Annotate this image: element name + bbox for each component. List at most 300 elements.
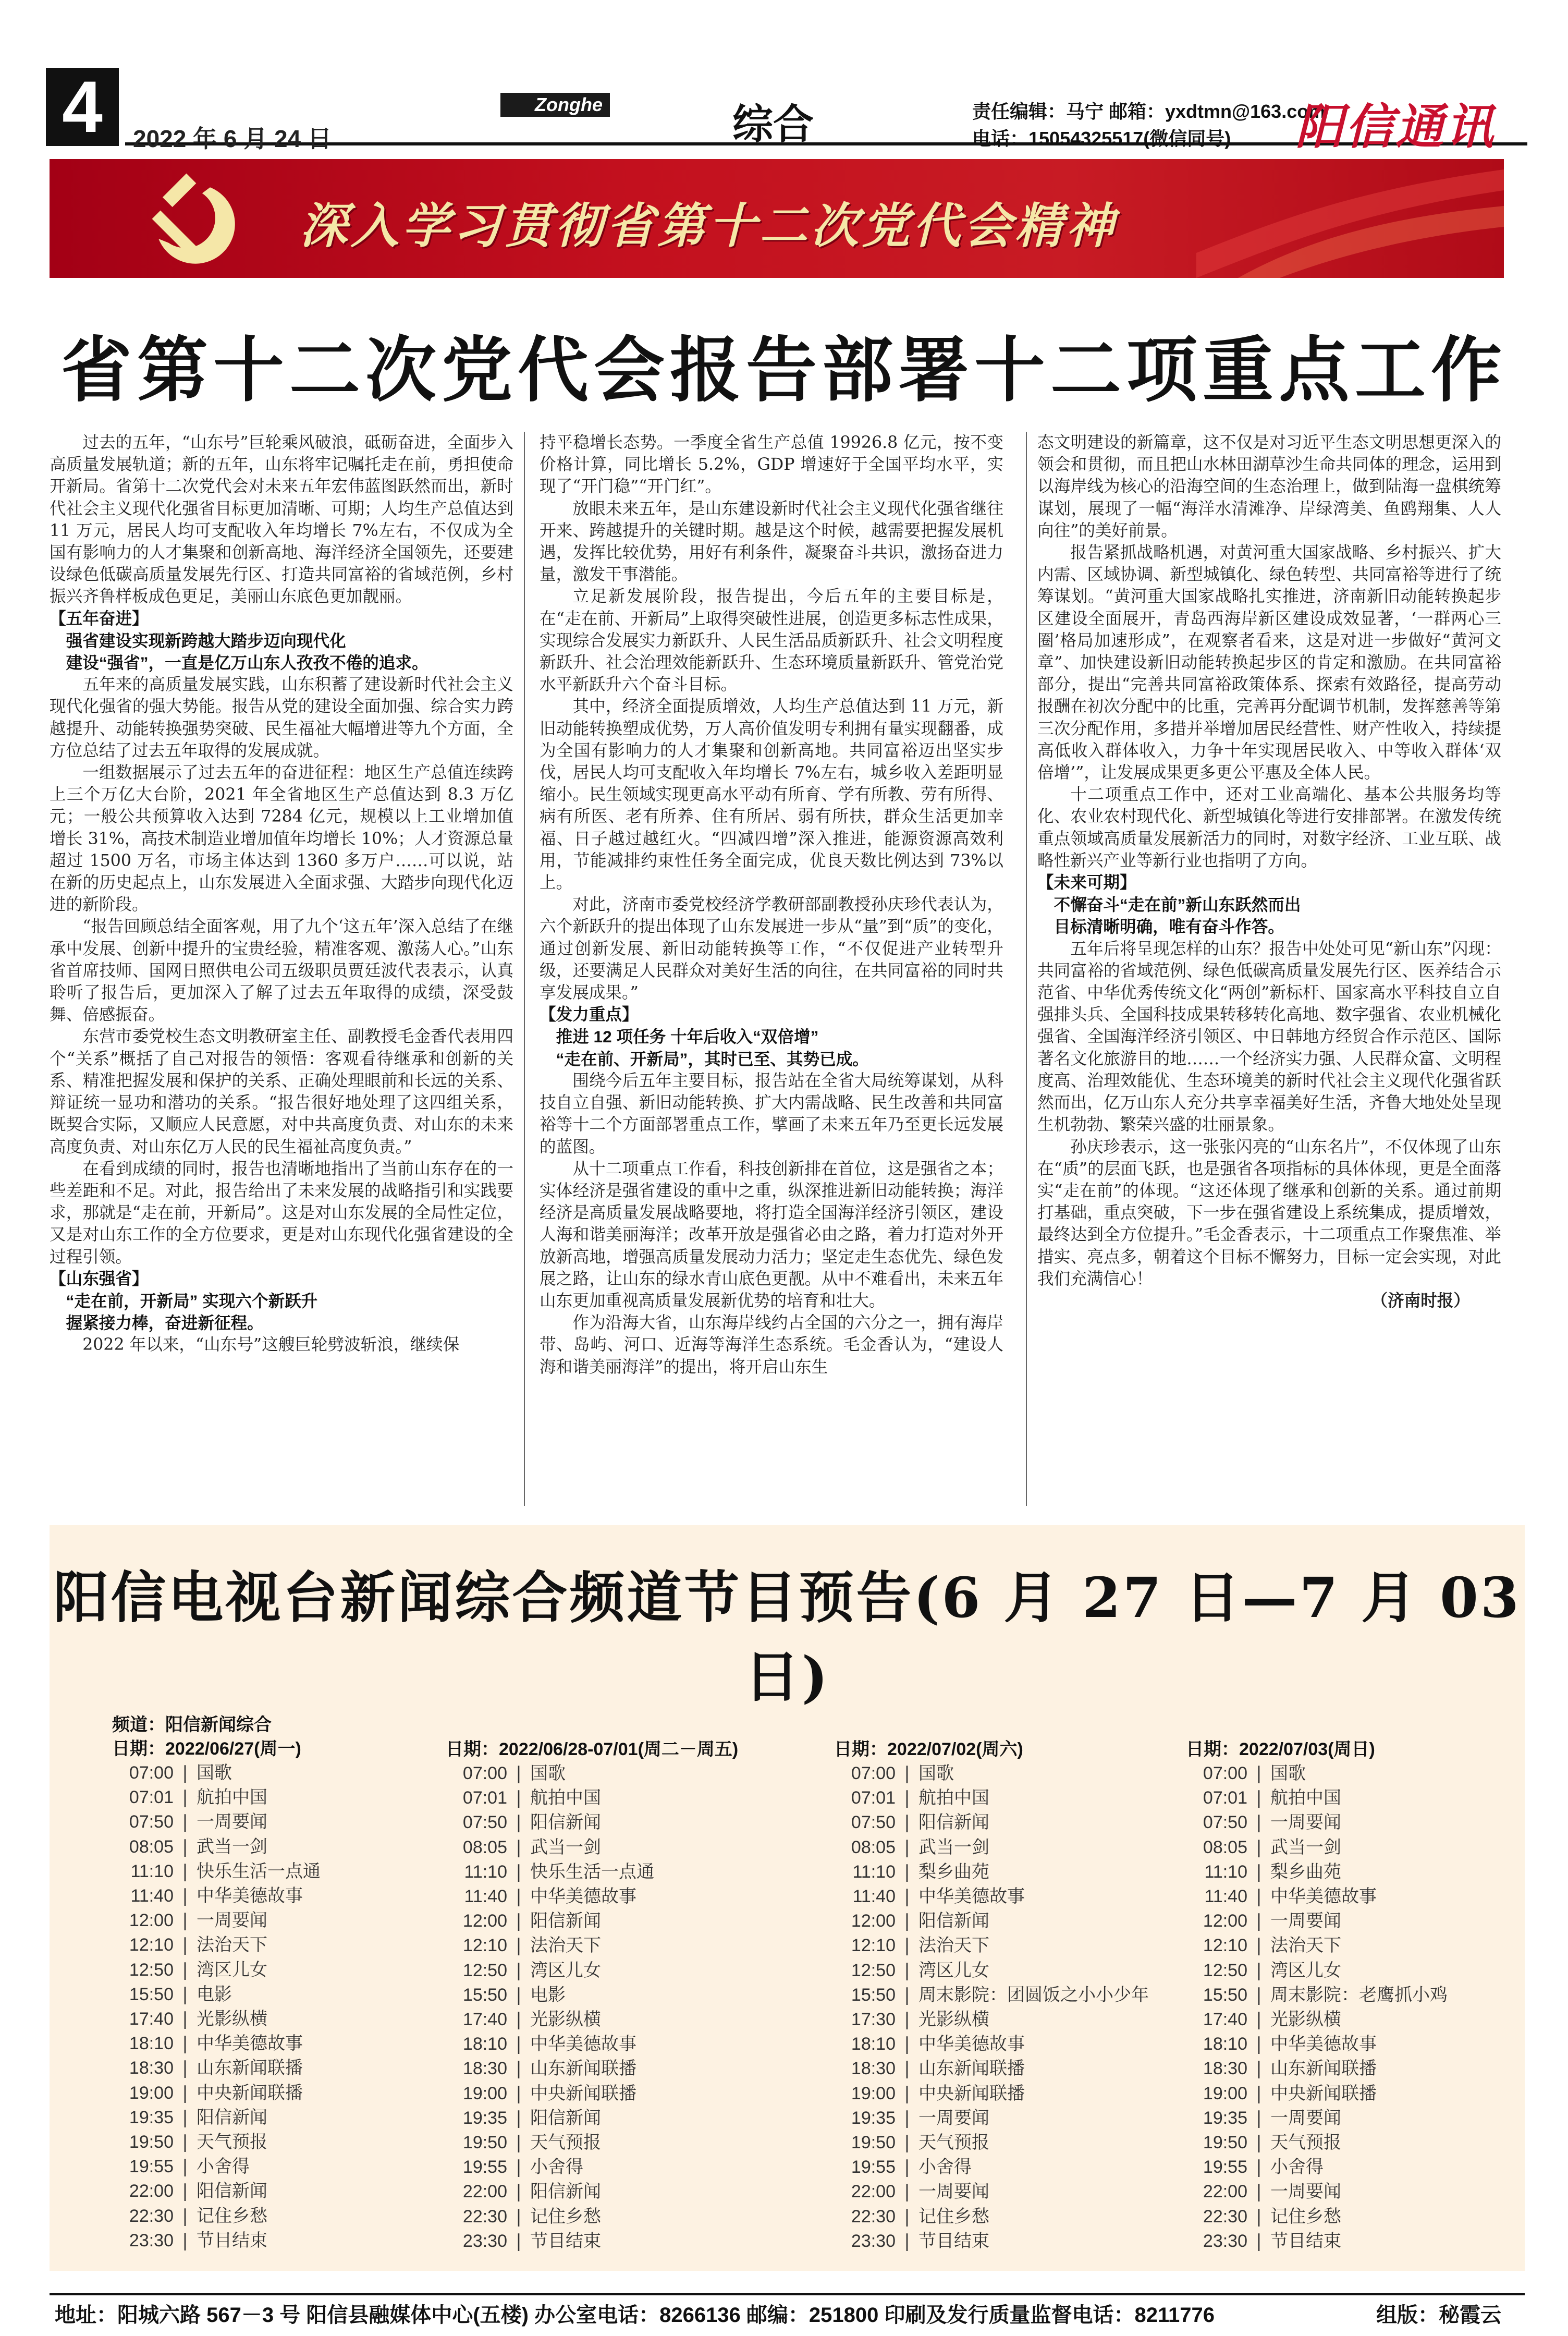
column-divider [1026,432,1027,1506]
program-time: 19:55 [462,2157,507,2177]
article-column-3 [1037,432,1501,1312]
tv-program-row [1186,2057,1448,2081]
program-time: 19:35 [851,2108,896,2128]
program-time: 22:30 [1203,2206,1247,2226]
paragraph: 过去的五年，“山东号”巨轮乘风破浪，砥砺奋进，全面步入高质量发展轨道；新的五年，山东将牢记嘱托走在前，勇担使命开新局。省第十二次党代会对未来五年宏伟蓝图跃然而出，新时代社会主义现代化强省目标更加清晰、可期；人均生产总值达到 11 万元，居民人均可支配收入年均增长 7%左右，不仅成为全国有影响力的人才集聚和创新高地、海洋经济全国领先，还要建设绿色低碳高质量发展先行区、打造共同富裕的省域范例，乡村振兴齐鲁样板成色更足，美丽山东底色更加靓丽。 [50,433,513,606]
separator: | [516,1960,522,1981]
program-time: 19:35 [1203,2108,1247,2128]
tv-schedule-heading: 日期：2022/07/03(周日) [1186,1739,1375,1759]
tv-program-row [446,1860,738,1884]
separator: | [904,2206,910,2227]
separator: | [1256,2058,1262,2079]
separator: | [182,2082,188,2103]
tv-program-row [446,1884,738,1909]
program-time: 12:50 [129,1960,174,1980]
separator: | [1256,2132,1262,2154]
program-time: 23:30 [1203,2231,1247,2251]
separator: | [1256,2034,1262,2055]
tv-program-row [112,1835,321,1859]
article-column-2 [540,432,1003,1378]
paragraph: 对此，济南市委党校经济学教研部副教授孙庆珍代表认为，六个新跃升的提出体现了山东发展进一步从“量”到“质”的变化，通过创新发展、新旧动能转换等工作，“不仅促进产业转型升级，还要满足人民群众对美好生活的向往，在共同富裕的同时共享发展成果。” [540,895,1003,1003]
separator: | [904,1787,910,1809]
subheading: 不懈奋斗“走在前”新山东跃然而出 [1054,895,1301,915]
separator: | [1256,1836,1262,1858]
tv-program-row [112,1982,321,2007]
paragraph: 报告紧抓战略机遇，对黄河重大国家战略、乡村振兴、扩大内需、区域协调、新型城镇化、绿色转型、共同富裕等进行了统筹谋划。“黄河重大国家战略扎实推进，济南新旧动能转换起步区建设全面展开，青岛西海岸新区建设成效显著，‘一群两心三圈’格局加速形成”，在观察者看来，这是对进一步做好“黄河文章”、加快建设新旧动能转换起步区的肯定和激励。在共同富裕部分，提出“完善共同富裕政策体系、探索有效路径，提高劳动报酬在初次分配中的比重，完善再分配调节机制，发挥慈善等第三次分配作用，多措并举增加居民经营性、财产性收入，持续提高低收入群体收入，力争十年实现居民收入、中等收入群体‘双倍增’”，让发展成果更多更公平惠及全体人民。 [1037,543,1501,783]
program-name: 湾区儿女 [197,1959,267,1980]
tv-program-row [1186,2131,1448,2155]
program-name: 中华美德故事 [530,1886,636,1907]
separator: | [182,1935,188,1956]
program-time: 22:00 [1203,2182,1247,2202]
program-time: 23:30 [129,2230,174,2250]
tv-schedule-title: 阳信电视台新闻综合频道节目预告(6 月 27 日—7 月 03 日) [53,1565,1521,1709]
program-name: 快乐生活一点通 [530,1861,654,1882]
tv-program-row [834,2008,1149,2032]
program-name: 天气预报 [197,2132,267,2153]
tv-program-row [112,2179,321,2204]
separator: | [1256,2181,1262,2203]
program-name: 光影纵横 [530,2009,601,2030]
tv-program-row [1186,1958,1448,1983]
tv-program-row [1186,1810,1448,1835]
tv-program-row [446,2106,738,2131]
program-time: 22:30 [129,2206,174,2226]
program-time: 07:00 [1203,1763,1247,1783]
program-name: 记住乡愁 [1270,2206,1341,2227]
program-time: 18:10 [1203,2034,1247,2054]
separator: | [1256,1763,1262,1784]
separator: | [1256,1984,1262,2005]
separator: | [516,2206,522,2227]
program-name: 法治天下 [1270,1935,1341,1956]
tv-program-row [112,2081,321,2106]
program-name: 阳信新闻 [530,2181,601,2203]
separator: | [904,1763,910,1784]
separator: | [1256,2230,1262,2252]
paragraph: 其中，经济全面提质增效，人均生产总值达到 11 万元，新旧动能转换塑成优势，万人高价值发明专利拥有量实现翻番，成为全国有影响力的人才集聚和创新高地。共同富裕迈出坚实步伐，居民人均可支配收入年均增长 7%左右，城乡收入差距明显缩小。民生领域实现更高水平动有所育、学有所教、劳有所得、病有所医、老有所养、住有所居、弱有所扶，群众生活更加幸福、日子越过越红火。“四减四增”深入推进，能源资源高效利用，节能减排约束性任务全面完成，优良天数比例达到 73%以上。 [540,697,1003,893]
section-title: 综合 [732,101,814,147]
separator: | [182,2009,188,2030]
program-name: 节目结束 [197,2230,267,2251]
separator: | [182,1959,188,1980]
tv-program-row [446,1761,738,1786]
program-name: 航拍中国 [530,1787,601,1809]
paragraph: 2022 年以来，“山东号”这艘巨轮劈波斩浪，继续保 [82,1335,460,1355]
program-name: 光影纵横 [918,2009,989,2030]
program-name: 中华美德故事 [1270,2034,1377,2055]
article-column-1 [50,432,513,1356]
tv-program-row [112,2155,321,2179]
separator: | [904,2009,910,2030]
article-source: （济南时报） [1371,1291,1470,1310]
banner-text: 深入学习贯彻省第十二次党代会精神 [300,200,1118,253]
separator: | [516,2083,522,2104]
tv-schedule-heading: 日期：2022/07/02(周六) [834,1739,1023,1759]
program-time: 11:10 [130,1861,174,1881]
program-time: 22:00 [851,2182,896,2202]
page-header [0,0,1568,167]
subheading: 握紧接力棒，奋进新征程。 [66,1313,264,1333]
tv-schedule-heading: 日期：2022/06/27(周一) [112,1739,301,1759]
separator: | [182,2033,188,2054]
tv-program-row [834,1860,1149,1884]
program-time: 17:30 [851,2010,896,2030]
separator: | [904,1935,910,1956]
tv-program-row [834,1835,1149,1860]
program-name: 小舍得 [1270,2157,1324,2178]
separator: | [516,1911,522,1932]
separator: | [904,2157,910,2178]
tv-program-row [112,1958,321,1982]
issue-date: 2022 年 6 月 24 日 [133,125,332,152]
separator: | [182,2230,188,2251]
program-time: 12:50 [1203,1960,1247,1980]
tv-program-row [1186,2106,1448,2131]
program-time: 12:10 [851,1936,896,1956]
program-time: 18:30 [129,2058,174,2078]
program-time: 18:10 [851,2034,896,2054]
tv-program-row [1186,1983,1448,2008]
program-name: 梨乡曲苑 [1270,1861,1341,1882]
tv-program-row [834,1786,1149,1810]
separator: | [904,2058,910,2079]
separator: | [182,2205,188,2226]
separator: | [182,1860,188,1882]
program-name: 航拍中国 [1270,1787,1341,1809]
program-time: 07:01 [1203,1788,1247,1808]
separator: | [182,2132,188,2153]
program-time: 11:40 [464,1887,507,1907]
program-name: 电影 [197,1984,232,2005]
separator: | [516,2230,522,2252]
program-name: 武当一剑 [1270,1836,1341,1858]
program-time: 12:50 [851,1960,896,1980]
program-time: 12:10 [129,1935,174,1955]
program-name: 节目结束 [530,2230,601,2252]
page-number: 4 [46,68,119,146]
program-name: 阳信新闻 [530,1911,601,1932]
program-name: 武当一剑 [197,1836,267,1857]
program-time: 11:10 [852,1862,896,1882]
program-name: 中华美德故事 [197,1885,303,1907]
footer-layout-editor: 组版：秘霞云 [1376,2304,1501,2327]
tv-program-row [112,2130,321,2155]
separator: | [1256,1960,1262,1981]
separator: | [182,1984,188,2005]
program-name: 周末影院：老鹰抓小鸡 [1270,1984,1448,2005]
program-time: 08:05 [129,1836,174,1857]
program-time: 19:00 [851,2083,896,2103]
program-time: 15:50 [1203,1985,1247,2005]
tv-program-row [112,2229,321,2253]
separator: | [516,2132,522,2154]
program-name: 中华美德故事 [918,2034,1025,2055]
program-name: 国歌 [1270,1763,1306,1784]
separator: | [904,2083,910,2104]
paragraph: 立足新发展阶段，报告提出，今后五年的主要目标是，在“走在前、开新局”上取得突破性进展，创造更多标志性成果，实现综合发展实力新跃升、人民生活品质新跃升、社会文明程度新跃升、社会治理效能新跃升、生态环境质量新跃升、管党治党水平新跃升六个奋斗目标。 [540,587,1003,695]
section-label: 【未来可期】 [1037,873,1136,893]
tv-program-row [834,2180,1149,2204]
separator: | [516,1984,522,2005]
program-name: 阳信新闻 [197,2181,267,2202]
paragraph: 五年后将呈现怎样的山东？报告中处处可见“新山东”闪现：共同富裕的省域范例、绿色低碳高质量发展先行区、医养结合示范省、中华优秀传统文化“两创”新标杆、国家高水平科技自立自强排头兵、全国科技成果转移转化高地、数字强省、农业机械化强省、全国海洋经济引领区、中日韩地方经贸合作示范区、国际著名文化旅游目的地……一个经济实力强、人民群众富、文明程度高、治理效能优、生态环境美的新时代社会主义现代化强省跃然而出，亿万山东人充分共享幸福美好生活，齐鲁大地处处呈现生机勃勃、繁荣兴盛的壮丽景象。 [1037,939,1501,1135]
program-name: 中央新闻联播 [918,2083,1025,2104]
program-name: 节目结束 [918,2230,989,2252]
tv-program-row [112,2106,321,2130]
program-time: 19:00 [129,2083,174,2103]
program-time: 19:55 [129,2157,174,2177]
tv-program-row [446,2205,738,2229]
tv-program-row [112,1908,321,1933]
program-name: 节目结束 [1270,2230,1341,2252]
tv-program-row [1186,2229,1448,2254]
program-name: 一周要闻 [1270,1911,1341,1932]
program-time: 12:00 [129,1911,174,1931]
program-name: 一周要闻 [1270,1812,1341,1833]
program-name: 一周要闻 [197,1811,267,1833]
tv-schedule-column [1186,1737,1448,2254]
separator: | [1256,1861,1262,1882]
separator: | [182,1762,188,1783]
tv-schedule-heading: 日期：2022/06/28-07/01(周二－周五) [446,1739,739,1759]
tv-program-row [1186,1860,1448,1884]
separator: | [516,2157,522,2178]
tv-program-row [834,1933,1149,1958]
program-name: 国歌 [530,1763,566,1784]
tv-program-row [446,2082,738,2106]
editor-phone: 电话：15054325517(微信同号) [972,128,1231,149]
tv-program-row [112,2204,321,2229]
program-name: 光影纵横 [1270,2009,1341,2030]
program-name: 阳信新闻 [530,2107,601,2128]
separator: | [516,2181,522,2203]
tv-schedule-column [112,1713,321,2253]
tv-program-row [834,1810,1149,1835]
program-name: 小舍得 [530,2157,583,2178]
program-name: 一周要闻 [918,2107,989,2128]
tv-program-row [446,1933,738,1958]
tv-schedule-column [446,1737,738,2254]
program-time: 07:01 [129,1787,174,1808]
program-time: 07:00 [462,1763,507,1783]
program-time: 19:50 [462,2133,507,2153]
program-name: 武当一剑 [530,1836,601,1858]
paragraph: “报告回顾总结全面客观，用了九个‘这五年’深入总结了在继承中发展、创新中提升的宝贵经验，精准客观、激荡人心。”山东省首席技师、国网日照供电公司五级职员贾廷波代表表示，认真聆听了报告后，更加深入了解了过去五年取得的成绩，深受鼓舞、倍感振奋。 [50,917,513,1025]
program-name: 一周要闻 [1270,2107,1341,2128]
separator: | [1256,2107,1262,2128]
footer-contact: 地址：阳城六路 567－3 号 阳信县融媒体中心(五楼) 办公室电话：8266136 邮编：251800 印刷及发行质量监督电话：8211776 [55,2304,1215,2327]
tv-program-row [446,1983,738,2008]
program-name: 天气预报 [530,2132,601,2154]
tv-program-row [112,2031,321,2056]
tv-program-row [1186,1909,1448,1933]
program-name: 山东新闻联播 [1270,2058,1377,2079]
program-time: 23:30 [851,2231,896,2251]
separator: | [904,2107,910,2128]
theme-banner [50,159,1504,278]
program-name: 中央新闻联播 [197,2082,303,2103]
program-time: 19:55 [851,2157,896,2177]
tv-schedule-heading: 频道：阳信新闻综合 [112,1715,272,1735]
separator: | [516,1763,522,1784]
separator: | [1256,1935,1262,1956]
program-name: 一周要闻 [918,2181,989,2203]
tv-program-row [1186,2155,1448,2180]
program-time: 07:50 [1203,1812,1247,1833]
tv-program-row [1186,2032,1448,2057]
paragraph: 放眼未来五年，是山东建设新时代社会主义现代化强省继往开来、跨越提升的关键时期。越是这个时候，越需要把握发展机遇，发挥比较优势，用好有利条件，凝聚奋斗共识，激扬奋进力量，激发干事潜能。 [540,499,1003,585]
program-name: 山东新闻联播 [918,2058,1025,2079]
tv-program-row [834,1761,1149,1786]
program-name: 梨乡曲苑 [918,1861,989,1882]
tv-schedule-column [834,1737,1149,2254]
tv-program-row [446,2180,738,2204]
separator: | [1256,2157,1262,2178]
tv-program-row [834,2057,1149,2081]
ribbon-decoration [1196,159,1504,278]
program-time: 07:01 [462,1788,507,1808]
program-time: 17:40 [129,2009,174,2029]
program-time: 08:05 [1203,1837,1247,1857]
program-time: 12:10 [1203,1936,1247,1956]
separator: | [516,2058,522,2079]
program-time: 19:35 [129,2107,174,2127]
tv-program-row [446,1835,738,1860]
tv-program-row [834,2131,1149,2155]
tv-program-row [1186,1835,1448,1860]
program-name: 中华美德故事 [918,1886,1025,1907]
separator: | [182,2156,188,2177]
separator: | [516,1812,522,1833]
tv-program-row [1186,2205,1448,2229]
separator: | [182,1910,188,1931]
separator: | [1256,1787,1262,1809]
program-time: 22:00 [129,2181,174,2201]
program-time: 12:10 [462,1936,507,1956]
subheading: “走在前、开新局”，其时已至、其势已成。 [556,1049,869,1068]
program-time: 17:40 [1203,2010,1247,2030]
program-name: 快乐生活一点通 [197,1860,321,1882]
program-time: 22:30 [462,2206,507,2226]
subheading: 强省建设实现新跨越大踏步迈向现代化 [66,631,346,650]
program-name: 小舍得 [918,2157,972,2178]
separator: | [1256,1911,1262,1932]
program-name: 一周要闻 [1270,2181,1341,2203]
program-time: 15:50 [851,1985,896,2005]
paragraph: 围绕今后五年主要目标，报告站在全省大局统筹谋划，从科技自立自强、新旧动能转换、扩大内需战略、民生改善和共同富裕等十二个方面部署重点工作，擘画了未来五年乃至更长远发展的蓝图。 [540,1071,1003,1157]
separator: | [904,1812,910,1833]
program-time: 19:50 [851,2133,896,2153]
tv-program-row [834,1909,1149,1933]
separator: | [182,1885,188,1907]
program-name: 航拍中国 [197,1787,267,1808]
paragraph: 五年来的高质量发展实践，山东积蓄了建设新时代社会主义现代化强省的强大势能。报告从党的建设全面加强、综合实力跨越提升、动能转换强势突破、民生福祉大幅增进等九个方面，全方位总结了过去五年取得的发展成就。 [50,675,513,760]
tv-program-row [834,2155,1149,2180]
tv-program-row [446,2155,738,2180]
tv-program-row [446,1909,738,1933]
tv-program-row [112,1859,321,1884]
program-time: 17:40 [462,2010,507,2030]
program-name: 阳信新闻 [918,1812,989,1833]
program-name: 法治天下 [530,1935,601,1956]
program-time: 07:50 [462,1812,507,1833]
tv-program-row [112,2056,321,2080]
tv-program-row [446,1786,738,1810]
tv-program-row [446,2008,738,2032]
tv-program-row [112,1810,321,1834]
program-name: 记住乡愁 [530,2206,601,2227]
newspaper-logo: 阳信通讯 [1295,99,1496,155]
separator: | [516,2107,522,2128]
program-time: 22:00 [462,2182,507,2202]
paragraph: 在看到成绩的同时，报告也清晰地指出了当前山东存在的一些差距和不足。对此，报告给出了未来发展的战略指引和实践要求，那就是“走在前，开新局”。这是对山东发展的全局性定位，又是对山东工作的全方位要求，更是对山东现代化强省建设的全过程引领。 [50,1159,513,1267]
separator: | [516,2009,522,2030]
program-time: 19:55 [1203,2157,1247,2177]
tv-program-row [112,1933,321,1957]
paragraph: 作为沿海大省，山东海岸线约占全国的六分之一，拥有海岸带、岛屿、河口、近海等海洋生态系统。毛金香认为，“建设人海和谐美丽海洋”的提出，将开启山东生 [540,1313,1003,1377]
separator: | [1256,2009,1262,2030]
program-name: 天气预报 [1270,2132,1341,2154]
program-time: 12:00 [462,1911,507,1931]
program-name: 山东新闻联播 [197,2058,303,2079]
section-label: 【发力重点】 [540,1005,639,1025]
paragraph: 东营市委党校生态文明教研室主任、副教授毛金香代表用四个“关系”概括了自己对报告的领悟：客观看待继承和创新的关系、精准把握发展和保护的关系、正确处理眼前和长远的关系、辩证统一显功和潜功的关系。“报告很好地处理了这四组关系，既契合实际，又顺应人民意愿，对中共高度负责、对山东的未来高度负责、对山东亿万人民的民生福祉高度负责。” [50,1027,513,1157]
separator: | [904,2230,910,2252]
separator: | [516,1886,522,1907]
program-time: 07:50 [129,1812,174,1832]
program-time: 18:10 [462,2034,507,2054]
program-time: 19:00 [1203,2083,1247,2103]
separator: | [516,1861,522,1882]
program-name: 小舍得 [197,2156,250,2177]
program-name: 天气预报 [918,2132,989,2154]
tv-program-row [1186,2180,1448,2204]
program-time: 07:00 [129,1763,174,1783]
program-name: 湾区儿女 [1270,1960,1341,1981]
separator: | [904,1984,910,2005]
program-time: 07:00 [851,1763,896,1783]
separator: | [516,1836,522,1858]
tv-program-row [112,1761,321,1785]
paragraph: 孙庆珍表示，这一张张闪亮的“山东名片”，不仅体现了山东在“质”的层面飞跃，也是强省各项指标的具体体现，更是全面落实“走在前”的体现。“这还体现了继承和创新的关系。通过前期打基础，重点突破，下一步在强省建设上系统集成，提质增效，最终达到全方位提升。”毛金香表示，十二项重点工作聚焦准、举措实、亮点多，朝着这个目标不懈努力，目标一定会实现，对此我们充满信心！ [1037,1137,1501,1288]
program-time: 11:10 [1204,1862,1247,1882]
program-time: 18:30 [462,2059,507,2079]
tv-program-row [834,1958,1149,1983]
separator: | [182,2058,188,2079]
subheading: 目标清晰明确，唯有奋斗作答。 [1054,917,1284,936]
program-name: 法治天下 [197,1935,267,1956]
paragraph: 持平稳增长态势。一季度全省生产总值 19926.8 亿元，按不变价格计算，同比增长 5.2%，GDP 增速好于全国平均水平，实现了“开门稳”“开门红”。 [540,433,1003,496]
editor-info: 责任编辑：马宁 邮箱：yxdtmn@163.com [972,101,1326,122]
program-name: 记住乡愁 [918,2206,989,2227]
tv-program-row [1186,1786,1448,1810]
program-time: 11:40 [1204,1887,1247,1907]
program-name: 阳信新闻 [197,2107,267,2128]
tv-program-row [1186,1761,1448,1786]
program-time: 18:30 [851,2059,896,2079]
program-time: 19:50 [1203,2133,1247,2153]
program-name: 阳信新闻 [530,1812,601,1833]
tv-program-row [834,2106,1149,2131]
column-divider [524,432,525,1506]
tv-program-row [834,2229,1149,2254]
program-name: 山东新闻联播 [530,2058,636,2079]
tv-program-row [446,2131,738,2155]
program-name: 中华美德故事 [197,2033,303,2054]
tv-program-row [834,1884,1149,1909]
program-time: 12:00 [1203,1911,1247,1931]
